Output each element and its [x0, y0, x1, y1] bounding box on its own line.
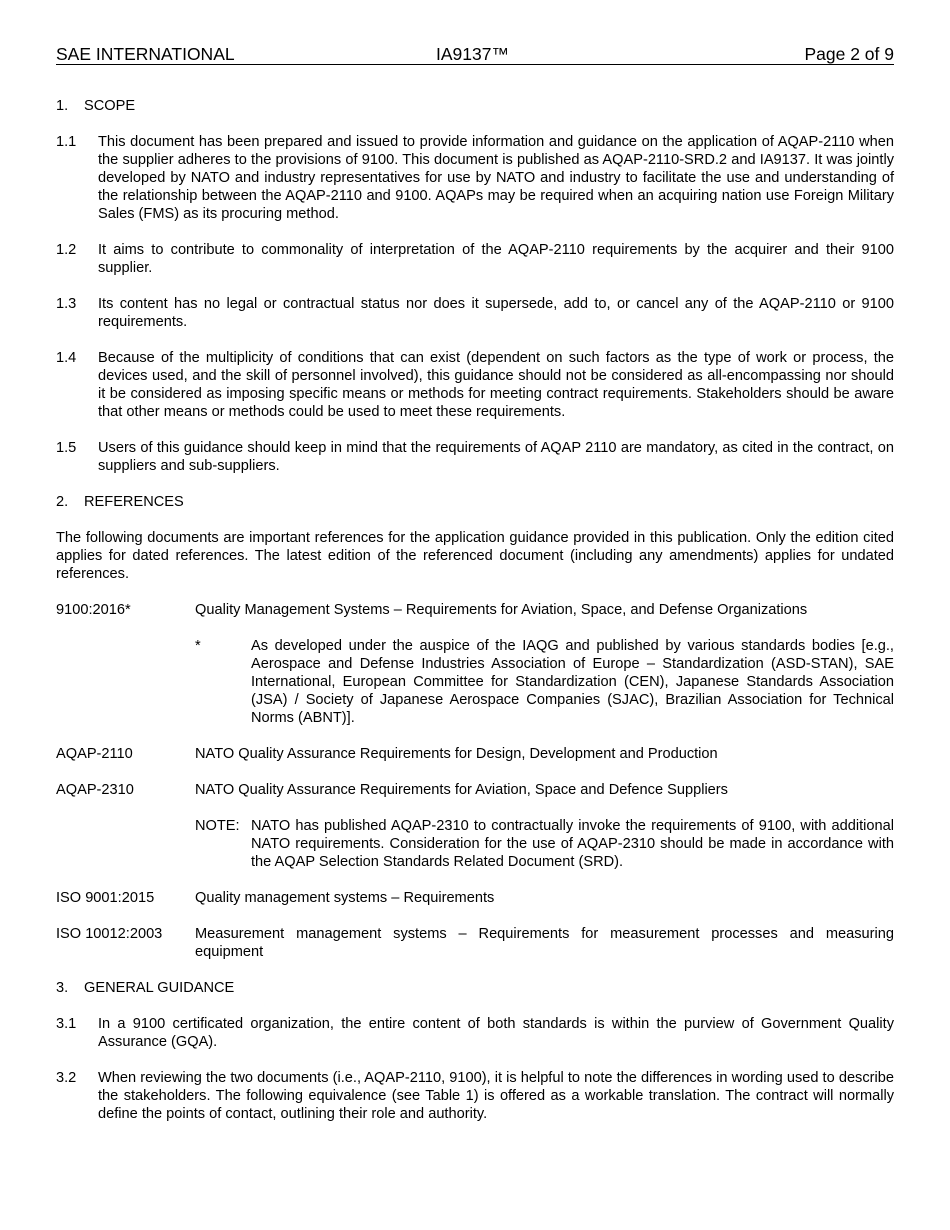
reference-title: Quality management systems – Requirements — [195, 890, 495, 906]
clause-text: This document has been prepared and issued to provide information and guidance on the application of AQAP-2110 when the supplier adheres to the provisions of 9100. This document is published as AQAP-2110-SRD.2 and IA9137. It was jointly developed by NATO and industry representatives for use by NATO and industry to facilitate the use and understanding of the relationship between the AQAP-2110 and 9100. AQAPs may be required when an acquiring nation use Foreign Military Sales (FMS) as its procuring method. — [98, 134, 894, 222]
reference-id: ISO 9001:2015 — [56, 890, 155, 906]
reference-id: 9100:2016* — [56, 602, 131, 618]
clause-text: It aims to contribute to commonality of interpretation of the AQAP-2110 requirements by the acquirer and their 9100 supplier. — [98, 242, 894, 276]
section-number: 2. — [56, 494, 69, 510]
clause-1-3 — [56, 295, 894, 331]
note-text: NATO has published AQAP-2310 to contractually invoke the requirements of 9100, with additional NATO requirements. Consideration for the use of AQAP-2310 should be made in accordance with the AQAP Selection Standards Related Document (SRD). — [251, 818, 894, 870]
clause-text: In a 9100 certificated organization, the entire content of both standards is within the purview of Government Quality Assurance (GQA). — [98, 1016, 894, 1050]
section-number: 1. — [56, 98, 69, 114]
clause-text: Its content has no legal or contractual status nor does it supersede, add to, or cancel any of the AQAP-2110 or 9100 requirements. — [98, 296, 894, 330]
reference-entry — [56, 781, 894, 799]
clause-number: 1.2 — [56, 242, 77, 258]
reference-note — [195, 817, 894, 871]
clause-number: 3.2 — [56, 1070, 77, 1086]
section-title: GENERAL GUIDANCE — [84, 980, 235, 996]
reference-title: Measurement management systems – Requirements for measurement processes and measuring equipment — [195, 926, 894, 960]
clause-number: 1.3 — [56, 296, 77, 312]
clause-number: 1.5 — [56, 440, 77, 456]
reference-footnote — [195, 637, 894, 727]
references-intro: The following documents are important references for the application guidance provided in this publication. Only the edition cited applies for dated references. The latest edition of the referenced document (including any amendments) applies for undated references. — [56, 530, 894, 582]
reference-entry — [56, 601, 894, 619]
note-marker: NOTE: — [195, 818, 240, 834]
reference-title: NATO Quality Assurance Requirements for Aviation, Space and Defence Suppliers — [195, 782, 728, 798]
section-heading-scope — [56, 97, 894, 115]
clause-text: Users of this guidance should keep in mind that the requirements of AQAP 2110 are mandatory, as cited in the contract, on suppliers and sub-suppliers. — [98, 440, 894, 474]
section-title: SCOPE — [84, 98, 136, 114]
footnote-marker: * — [195, 638, 201, 654]
clause-1-1 — [56, 133, 894, 223]
section-title: REFERENCES — [84, 494, 184, 510]
document-body — [56, 97, 894, 1141]
header-publisher: SAE INTERNATIONAL — [56, 44, 235, 64]
clause-1-5 — [56, 439, 894, 475]
reference-id: AQAP-2310 — [56, 782, 134, 798]
page-header — [56, 44, 894, 65]
reference-title: NATO Quality Assurance Requirements for Design, Development and Production — [195, 746, 718, 762]
section-number: 3. — [56, 980, 69, 996]
reference-entry — [56, 889, 894, 907]
footnote-text: As developed under the auspice of the IAQG and published by various standards bodies [e.g., Aerospace and Defense Industries Association of Europe – Standardization (ASD-STAN), SAE International, European Committee for Standardization (CEN), Japanese Standards Association (JSA) / Society of Japanese Aerospace Companies (SJAC), Brazilian Association for Technical Norms (ABNT)]. — [251, 638, 894, 726]
reference-entry — [56, 925, 894, 961]
section-heading-general-guidance — [56, 979, 894, 997]
reference-id: AQAP-2110 — [56, 746, 133, 762]
reference-entry — [56, 745, 894, 763]
header-page-number: Page 2 of 9 — [804, 44, 894, 64]
clause-text: When reviewing the two documents (i.e., AQAP-2110, 9100), it is helpful to note the differences in wording used to describe the stakeholders. The following equivalence (see Table 1) is offered as a workable translation. The contract will normally define the points of contact, outlining their role and authority. — [98, 1070, 894, 1122]
clause-text: Because of the multiplicity of conditions that can exist (dependent on such factors as the type of work or process, the devices used, and the skill of personnel involved), this guidance should not be considered as all-encompassing nor should it be considered as imposing specific means or methods for meeting contract requirements. Stakeholders should be aware that other means or methods could be used to meet these requirements. — [98, 350, 894, 420]
clause-3-1 — [56, 1015, 894, 1051]
header-doc-id: IA9137™ — [436, 44, 509, 64]
clause-1-2 — [56, 241, 894, 277]
reference-id: ISO 10012:2003 — [56, 926, 163, 942]
reference-title: Quality Management Systems – Requirements for Aviation, Space, and Defense Organizations — [195, 602, 808, 618]
clause-number: 3.1 — [56, 1016, 77, 1032]
clause-number: 1.1 — [56, 134, 77, 150]
clause-1-4 — [56, 349, 894, 421]
clause-number: 1.4 — [56, 350, 77, 366]
clause-3-2 — [56, 1069, 894, 1123]
section-heading-references — [56, 493, 894, 511]
